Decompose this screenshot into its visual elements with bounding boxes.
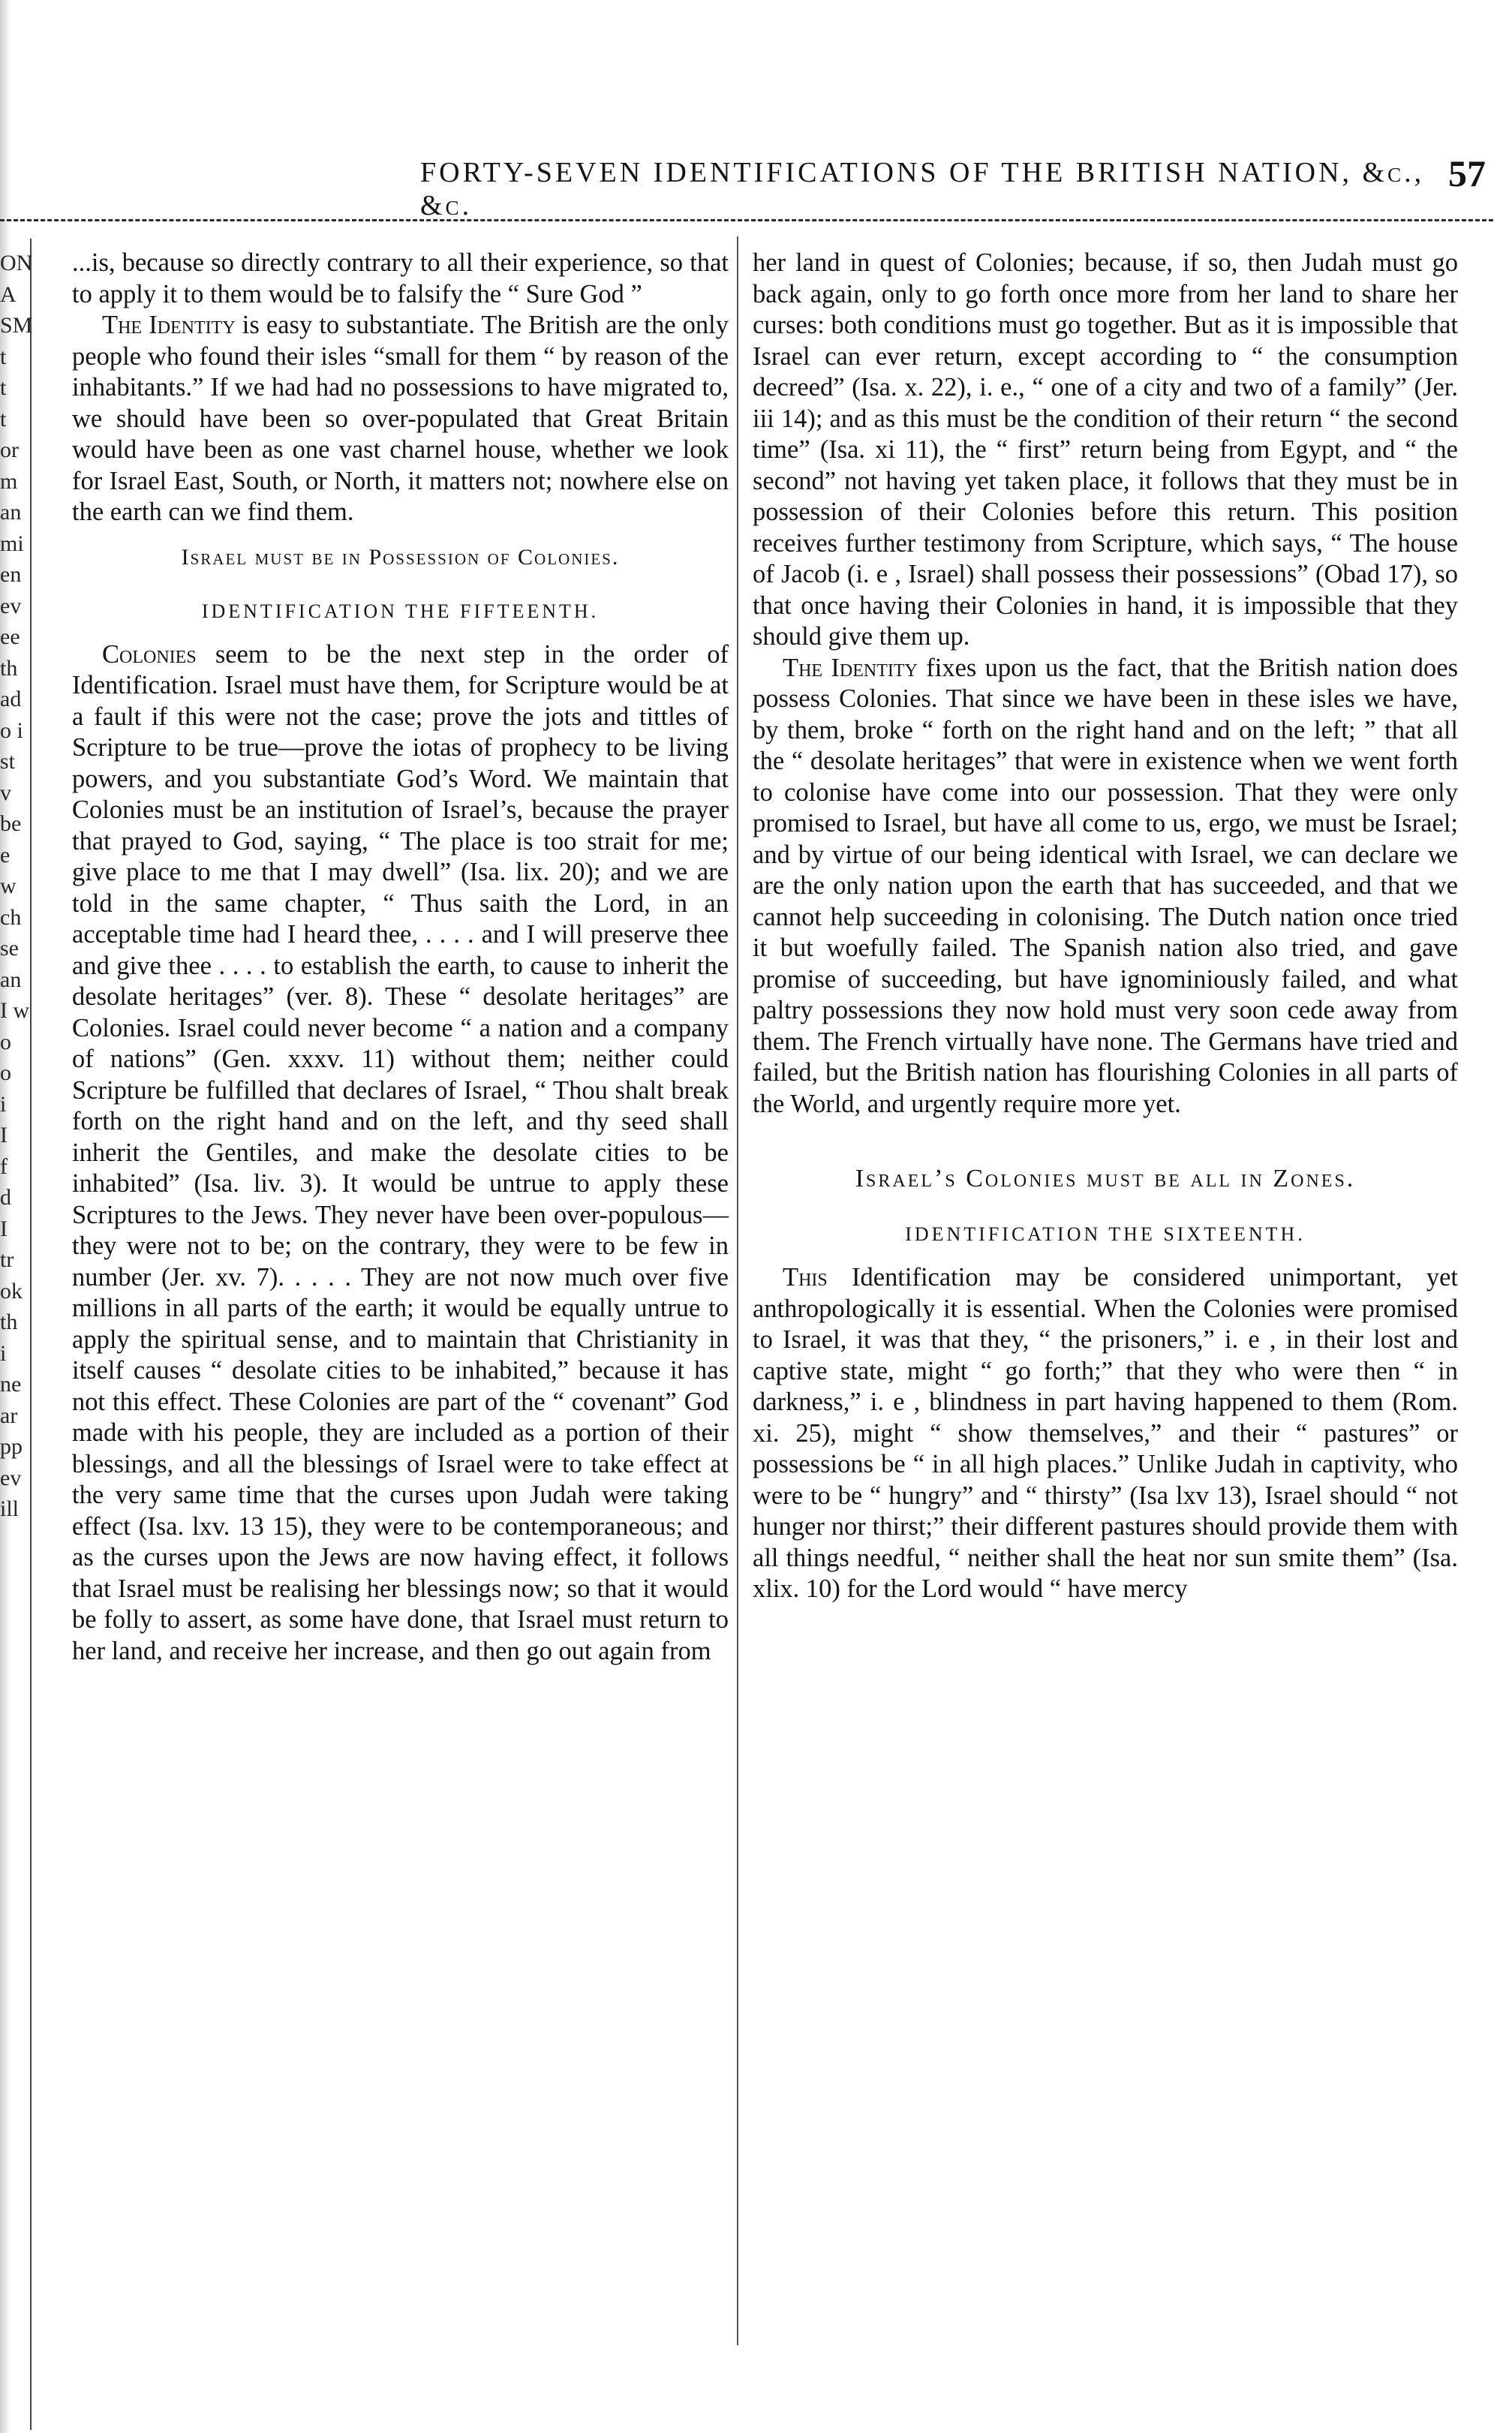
margin-fragment: f <box>0 1153 8 1179</box>
margin-fragment: o <box>0 1060 11 1085</box>
paragraph-text: fixes upon us the fact, that the British nation does possess Colonies. That since we have been in these isles we have, by them, broke “ forth on the right hand and on the left; ” that all the “ desolate heritages” that were in existence when we went forth to colonise have come into our possession. That they were only promised to Israel, but have all come to us, ergo, we must be Israel; and by virtue of our being identical with Israel, we can declare we are the only nation upon the earth that has succeeded, and that we cannot help succeeding in colonising. The Dutch nation once tried it but woefully failed. The Spanish nation also tried, and gave promise of succeeding, but have ignominiously failed, and what paltry possessions they now hold must very soon cede away from them. The French virtually have none. The Germans have tried and failed, but the British nation has flourishing Colonies in all parts of the World, and urgently require more yet. <box>753 653 1458 1118</box>
margin-fragment: ill <box>0 1496 20 1521</box>
margin-fragment: A <box>0 281 17 307</box>
margin-fragment: I w <box>0 998 30 1023</box>
running-header <box>420 152 1486 221</box>
running-title: FORTY-SEVEN IDENTIFICATIONS OF THE BRITISH NATION, &c., &c. <box>420 157 1425 221</box>
margin-fragment: ev <box>0 1465 22 1490</box>
margin-fragment: be <box>0 811 22 836</box>
left-column <box>72 248 729 1667</box>
lead-words: The Identity <box>783 653 918 682</box>
header-rule <box>0 219 1493 221</box>
paragraph: ...is, because so directly contrary to all their experience, so that to apply it to them would be to falsify the “ Sure God ” <box>72 248 729 308</box>
margin-fragment: w <box>0 874 17 898</box>
column-divider <box>737 236 738 2345</box>
margin-fragment: or <box>0 438 19 462</box>
section-subheading: IDENTIFICATION THE FIFTEENTH. <box>201 600 600 622</box>
margin-fragment: ON <box>0 251 33 275</box>
margin-fragment: mi <box>0 531 24 556</box>
margin-fragment: an <box>0 500 22 525</box>
margin-fragment: en <box>0 562 22 587</box>
paragraph <box>753 653 1458 1120</box>
margin-fragment: ar <box>0 1403 18 1428</box>
right-column <box>753 248 1458 1605</box>
margin-fragments <box>0 248 47 1525</box>
margin-fragment: ch <box>0 904 22 930</box>
paragraph: her land in quest of Colonies; because, if so, then Judah must go back again, only to go forth once more from her land to share her curses: both conditions must go together. But as it is impossible that Israel can ever return, except according to “ the consumption decreed” (Isa. x. 22), i. e., “ one of a city and two of a family” (Jer. iii 14); and as this must be the condition of their return “ the second time” (Isa. xi 11), the “ first” return being from Egypt, and “ the second” not having yet taken place, it follows that they must be in possession of their Colonies before this return. This position receives further testimony from Scripture, which says, “ The house of Jacob (i. e , Israel) shall possess their possessions” (Obad 17), so that once having their Colonies in hand, it is impossible that they should give them up. <box>753 248 1458 651</box>
paragraph-text: Identification may be considered unimportant, yet anthropologically it is essential. When the Colonies were promised to Israel, it was that they, “ the prisoners,” i. e , in their lost and captive state, might “ go forth;” that they who were then “ in darkness,” i. e , blindness in part having happened to them (Rom. xi. 25), might “ show themselves,” and their “ pastures” or possessions be “ in all high places.” Unlike Judah in captivity, who were to be “ hungry” and “ thirsty” (Isa lxv 13), Israel should “ not hunger nor thirst;” their different pastures should provide them with all things needful, “ neither shall the heat nor sun smite them” (Isa. xlix. 10) for the Lord would “ have mercy <box>753 1263 1458 1603</box>
margin-fragment: ee <box>0 624 20 649</box>
margin-fragment: o i <box>0 717 23 743</box>
page-number: 57 <box>1448 152 1486 194</box>
margin-fragment: o <box>0 1029 11 1054</box>
paragraph-text: is easy to substantiate. The British are the only people who found their isles “small for them “ by reason of the inhabitants.” If we had had no possessions to have migrated to, we should have been so over-populated that Great Britain would have been as one vast charnel house, whether we look for Israel East, South, or North, it matters not; nowhere else on the earth can we find them. <box>72 311 729 526</box>
section-subheading: IDENTIFICATION THE SIXTEENTH. <box>905 1223 1306 1245</box>
margin-fragment: t <box>0 344 7 369</box>
margin-fragment: ok <box>0 1278 23 1304</box>
margin-fragment: t <box>0 375 7 400</box>
paragraph <box>753 1262 1458 1605</box>
margin-fragment: ev <box>0 593 22 618</box>
section-heading: Israel’s Colonies must be all in Zones. <box>855 1165 1356 1192</box>
section-heading: Israel must be in Possession of Colonies. <box>181 544 620 570</box>
margin-fragment: m <box>0 468 18 494</box>
margin-fragment: i <box>0 1091 7 1117</box>
margin-fragment: ne <box>0 1372 22 1397</box>
lead-words: This <box>783 1263 828 1292</box>
margin-fragment: pp <box>0 1434 23 1459</box>
margin-fragment: th <box>0 655 18 681</box>
margin-fragment: e <box>0 842 11 868</box>
paragraph <box>72 310 729 528</box>
margin-fragment: t <box>0 406 7 432</box>
margin-fragment: st <box>0 749 16 774</box>
paragraph-text: seem to be the next step in the order of Identification. Israel must have them, for Scripture would be at a fault if this were not the case; prove the jots and tittles of Scripture to be true—prove the iotas of prophecy to be living powers, and you substantiate God’s Word. We maintain that Colonies must be an institution of Israel’s, because the prayer that prayed to God, saying, “ The place is too strait for me; give place to me that I may dwell” (Isa. lix. 20); and we are told in the same chapter, “ Thus saith the Lord, in an acceptable time had I heard thee, . . . . and I will preserve thee and give thee . . . . to establish the earth, to cause to inherit the desolate heritages” (ver. 8). These “ desolate heritages” are Colonies. Israel could never become “ a nation and a company of nations” (Gen. xxxv. 11) without them; neither could Scripture be fulfilled that declares of Israel, “ Thou shalt break forth on the right hand and on the left, and thy seed shall inherit the Gentiles, and make the desolate cities to be inhabited” (Isa. liv. 3). It would be untrue to apply these Scriptures to the Jews. They never have been over-populous—they were not to be; on the contrary, they were to be few in number (Jer. xv. 7). . . . . They are not now much over five millions in all parts of the earth; it would be equally untrue to apply the spiritual sense, and to maintain that Christianity in itself causes “ desolate cities to be inhabited,” because it has not this effect. These Colonies are part of the “ covenant” God made with his people, they are included as a portion of their blessings, and all the blessings of Israel were to take effect at the very same time that the curses upon Judah were taking effect (Isa. lxv. 13 15), they were to be contemporaneous; and as the curses upon the Jews are now having effect, it follows that Israel must be realising her blessings now; so that it would be folly to assert, as some have done, that Israel must return to her land, and receive her increase, and then go out again from <box>72 639 729 1665</box>
margin-fragment: v <box>0 780 11 805</box>
margin-fragment: th <box>0 1310 18 1334</box>
margin-fragment: i <box>0 1340 7 1366</box>
lead-words: The Identity <box>102 311 236 339</box>
margin-fragment: I <box>0 1123 8 1147</box>
margin-fragment: se <box>0 936 19 961</box>
margin-fragment: tr <box>0 1247 14 1272</box>
margin-fragment: d <box>0 1185 11 1210</box>
margin-fragment: SM <box>0 313 33 338</box>
margin-fragment: I <box>0 1216 8 1241</box>
margin-fragment: an <box>0 967 22 992</box>
lead-words: Colonies <box>102 639 197 669</box>
margin-fragment: ad <box>0 687 22 711</box>
paragraph <box>72 639 729 1668</box>
